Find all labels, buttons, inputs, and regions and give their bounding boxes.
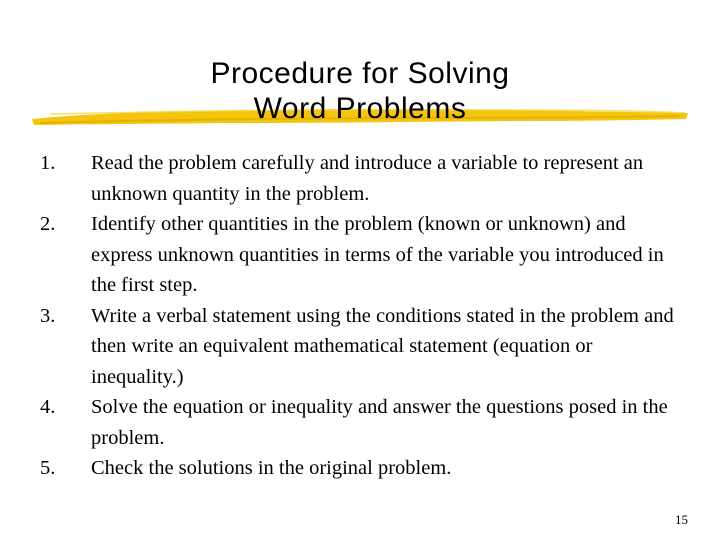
step-item-1 xyxy=(40,148,680,209)
title-line-2: Word Problems xyxy=(253,92,467,125)
step-number: 2. xyxy=(40,213,56,235)
slide-title xyxy=(0,56,720,126)
step-text: Identify other quantities in the problem (known or unknown) and express unknown quantities in terms of the variable you introduced in the first step. xyxy=(91,213,664,296)
step-number: 5. xyxy=(40,457,56,479)
step-number: 1. xyxy=(40,152,56,174)
step-text: Write a verbal statement using the conditions stated in the problem and then write an equivalent mathematical statement (equation or inequality.) xyxy=(91,304,674,388)
step-item-4 xyxy=(40,392,680,453)
procedure-steps-list xyxy=(40,148,680,484)
page-number: 15 xyxy=(675,512,688,527)
step-text: Check the solutions in the original problem. xyxy=(91,457,452,479)
title-line-1: Procedure for Solving xyxy=(210,57,510,90)
step-number: 4. xyxy=(40,396,56,418)
step-text: Read the problem carefully and introduce a variable to represent an unknown quantity in the problem. xyxy=(91,152,644,205)
step-item-2 xyxy=(40,209,680,301)
step-number: 3. xyxy=(40,304,56,327)
step-text: Solve the equation or inequality and answer the questions posed in the problem. xyxy=(91,396,668,449)
step-item-5 xyxy=(40,453,680,484)
step-item-3 xyxy=(40,301,680,393)
